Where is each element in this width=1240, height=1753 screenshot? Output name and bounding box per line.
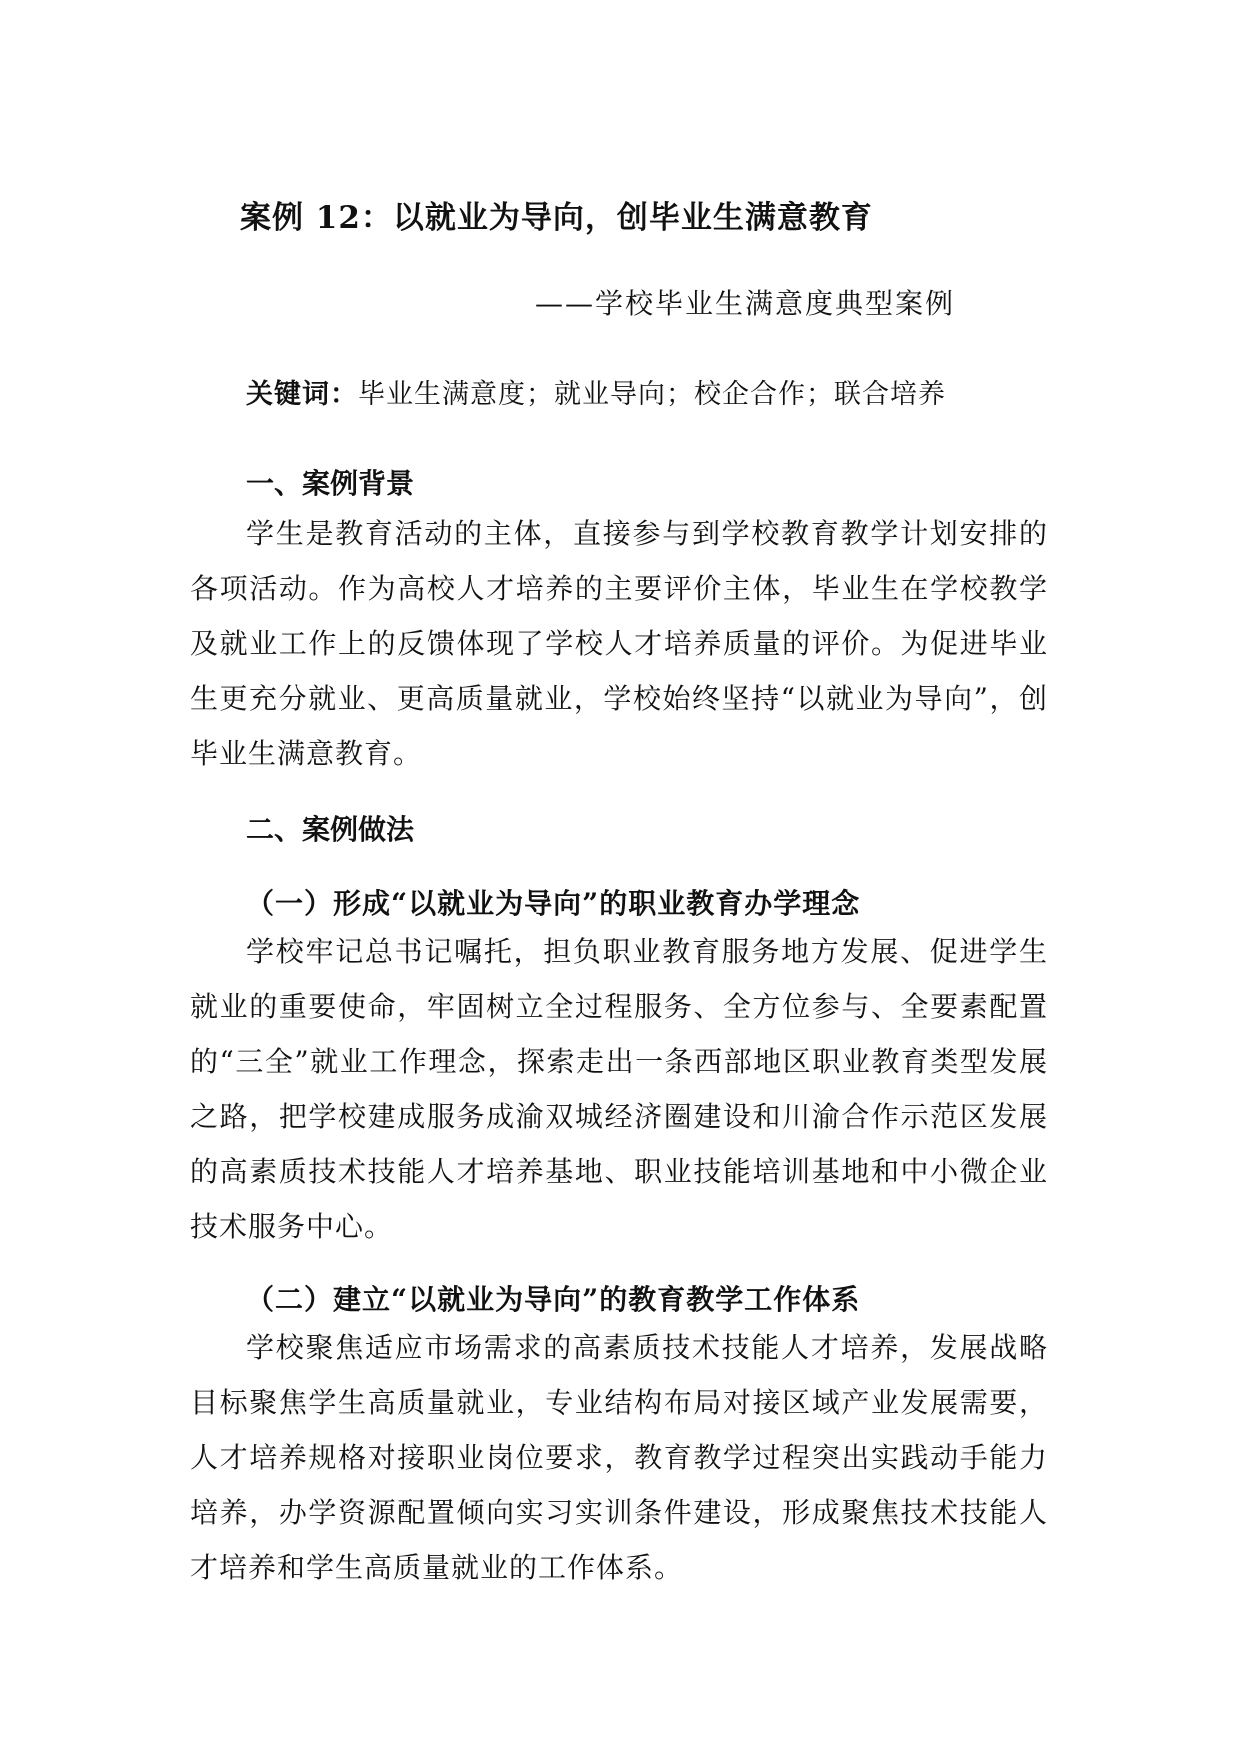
section-heading-background: 一、案例背景 (246, 467, 415, 500)
section-heading-practice: 二、案例做法 (246, 813, 415, 846)
subsection-2-paragraph: 学校聚焦适应市场需求的高素质技术技能人才培养，发展战略目标聚焦学生高质量就业，专业结构布局对接区域产业发展需要，人才培养规格对接职业岗位要求，教育教学过程突出实践动手能力培养，办学资源配置倾向实习实训条件建设，形成聚焦技术技能人才培养和学生高质量就业的工作体系。 (190, 1331, 1048, 1584)
document-title: 案例 12：以就业为导向，创毕业生满意教育 (240, 200, 873, 236)
subsection-heading-1: （一）形成“以就业为导向”的职业教育办学理念 (246, 887, 861, 920)
document-subtitle: ——学校毕业生满意度典型案例 (535, 287, 956, 320)
keywords-line (246, 372, 946, 411)
keywords-text: 毕业生满意度；就业导向；校企合作；联合培养 (358, 379, 946, 410)
keywords-label: 关键词： (246, 379, 358, 410)
background-paragraph: 学生是教育活动的主体，直接参与到学校教育教学计划安排的各项活动。作为高校人才培养的主要评价主体，毕业生在学校教学及就业工作上的反馈体现了学校人才培养质量的评价。为促进毕业生更充分就业、更高质量就业，学校始终坚持“以就业为导向”，创毕业生满意教育。 (190, 517, 1048, 770)
subsection-heading-2: （二）建立“以就业为导向”的教育教学工作体系 (246, 1283, 861, 1316)
subsection-1-paragraph: 学校牢记总书记嘱托，担负职业教育服务地方发展、促进学生就业的重要使命，牢固树立全过程服务、全方位参与、全要素配置的“三全”就业工作理念，探索走出一条西部地区职业教育类型发展之路，把学校建成服务成渝双城经济圈建设和川渝合作示范区发展的高素质技术技能人才培养基地、职业技能培训基地和中小微企业技术服务中心。 (190, 935, 1048, 1243)
